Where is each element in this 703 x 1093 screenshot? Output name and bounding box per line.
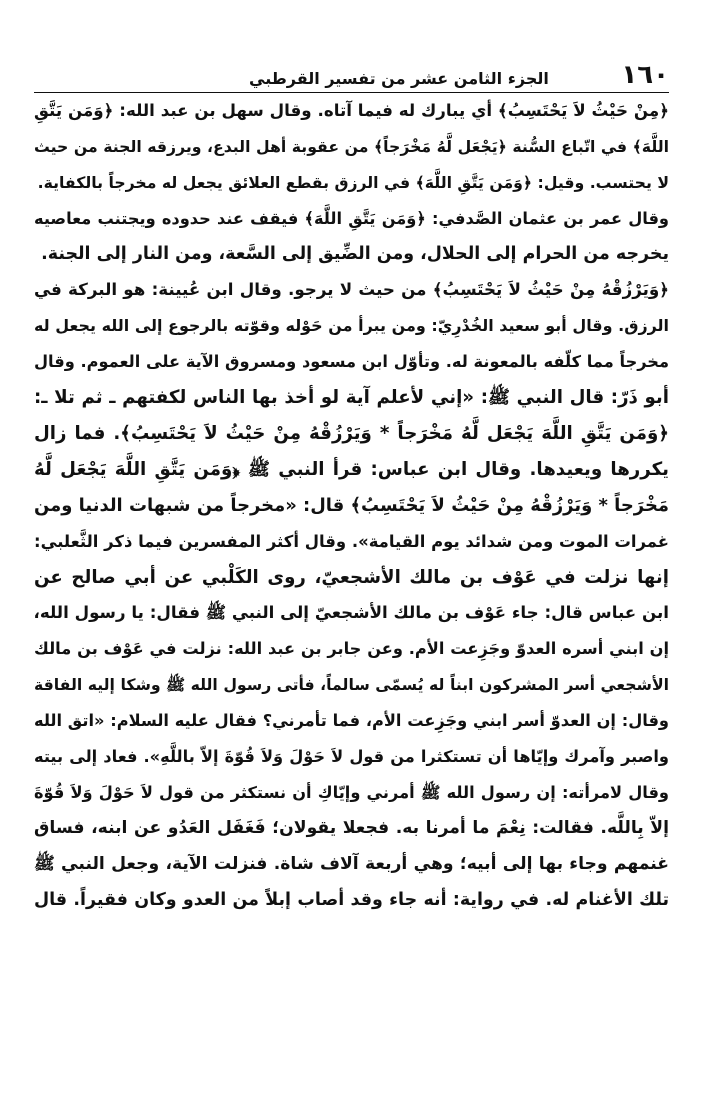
text-line: مَخْرَجاً * وَيَرْزُقْهُ مِنْ حَيْثُ لاَ يَحْتَسِبُ﴾ قال: «مخرجاً من شبهات الدنيا ومن (34, 494, 669, 516)
text-line: الرزق. وقال أبو سعيد الخُدْرِيّ: ومن يبرأ من حَوْله وقوّته بالرجوع إلى الله يجعل له (34, 316, 669, 336)
text-line: إن ابني أسره العدوّ وجَزِعت الأم. وعن جابر بن عبد الله: نزلت في عَوْف بن مالك (34, 639, 669, 659)
text-line: مخرجاً مما كلّفه بالمعونة له. وتأوّل ابن مسعود ومسروق الآية على العموم. وقال (34, 352, 669, 372)
text-line: الأشجعي أسر المشركون ابناً له يُسمّى سالماً، فأتى رسول الله ﷺ وشكا إليه الفاقة (34, 675, 669, 695)
text-line: تلك الأغنام له. في رواية: أنه جاء وقد أصاب إبلاً من العدو وكان فقيراً. قال (34, 889, 669, 910)
body-text (34, 93, 669, 918)
text-line: يكررها ويعيدها. وقال ابن عباس: قرأ النبي ﷺ ﴿وَمَن يَتَّقِ اللَّهَ يَجْعَل لَّهُ (34, 458, 669, 480)
text-line: ابن عباس قال: جاء عَوْف بن مالك الأشجعيّ إلى النبي ﷺ فقال: يا رسول الله، (34, 602, 669, 623)
running-title: الجزء الثامن عشر من تفسير القرطبي (249, 69, 549, 88)
text-line: إنها نزلت في عَوْف بن مالك الأشجعيّ، روى الكَلْبي عن أبي صالح عن (34, 566, 669, 588)
page-number: ١٦٠ (621, 60, 669, 90)
text-line: غمرات الموت ومن شدائد يوم القيامة». وقال أكثر المفسرين فيما ذكر الثَّعلبي: (34, 531, 669, 551)
text-line: واصبر وآمرك وإيّاها أن تستكثرا من قول لاَ حَوْلَ وَلاَ قُوّةَ إلاّ باللَّهِ». فعاد إلى بيته (34, 747, 669, 767)
page-header (34, 50, 669, 93)
text-line: اللَّهَ﴾ في اتّباع السُّنة ﴿يَجْعَل لَّهُ مَخْرَجاً﴾ من عقوبة أهل البدع، ويرزقه الجنة من حيث (34, 136, 669, 156)
text-line: ﴿وَيَرْزُقْهُ مِنْ حَيْثُ لاَ يَحْتَسِبُ﴾ من حيث لا يرجو. وقال ابن عُيينة: هو البركة في (34, 279, 669, 300)
text-line: ﴿وَمَن يَتَّقِ اللَّهَ يَجْعَل لَّهُ مَخْرَجاً * وَيَرْزُقْهُ مِنْ حَيْثُ لاَ يَحْتَسِبُ﴾. فما زال (34, 423, 669, 445)
text-line: إلاّ بِاللَّه. فقالت: نِعْمَ ما أمرنا به. فجعلا يقولان؛ فَغَفَل العَدُو عن ابنه، فساق (34, 817, 669, 838)
text-line: وقال لامرأته: إن رسول الله ﷺ أمرني وإيّاكِ أن نستكثر من قول لاَ حَوْلَ وَلاَ قُوّةَ (34, 782, 669, 802)
text-line: ﴿مِنْ حَيْثُ لاَ يَحْتَسِبُ﴾ أي يبارك له فيما آتاه. وقال سهل بن عبد الله: ﴿وَمَن يَتَّقِ (34, 100, 669, 120)
text-line: لا يحتسب. وقيل: ﴿وَمَن يَتَّقِ اللَّهَ﴾ في الرزق بقطع العلائق يجعل له مخرجاً بالكفاية. (37, 172, 669, 192)
text-line: وقال عمر بن عثمان الصَّدفي: ﴿وَمَن يَتَّقِ اللَّهَ﴾ فيقف عند حدوده ويجتنب معاصيه (34, 208, 669, 228)
text-line: يخرجه من الحرام إلى الحلال، ومن الضِّيق إلى السَّعة، ومن النار إلى الجنة. (41, 243, 669, 264)
text-line: غنمهم وجاء بها إلى أبيه؛ وهي أربعة آلاف شاة. فنزلت الآية، وجعل النبي ﷺ (34, 853, 669, 874)
text-line: أبو ذَرّ: قال النبي ﷺ: «إني لأعلم آية لو أخذ بها الناس لكفتهم ـ ثم تلا ـ: (34, 387, 669, 409)
text-line: وقال: إن العدوّ أسر ابني وجَزِعت الأم، فما تأمرني؟ فقال عليه السلام: «اتق الله (34, 711, 669, 731)
